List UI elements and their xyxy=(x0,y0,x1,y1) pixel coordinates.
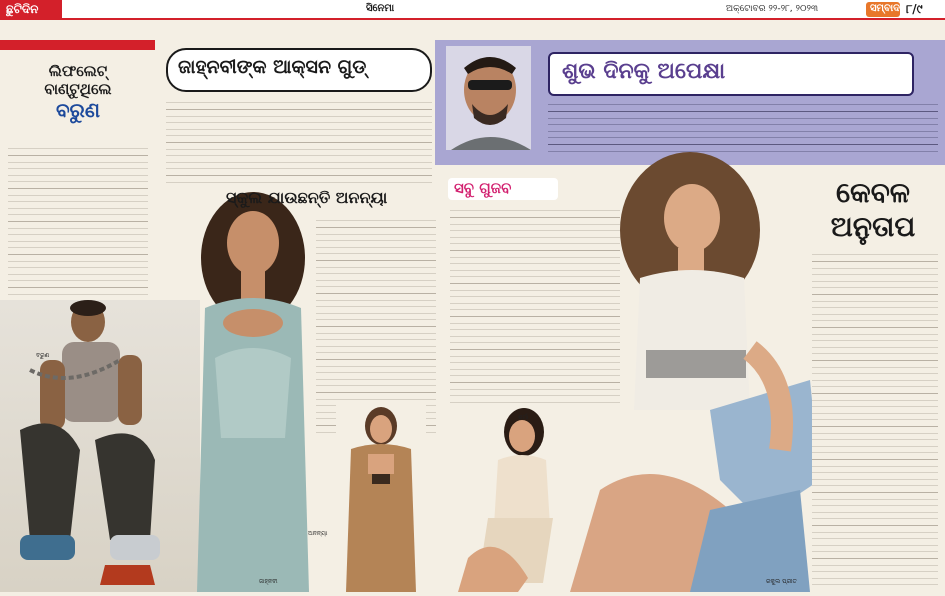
banner-title-box xyxy=(548,52,914,96)
section-title: ସିନେମା xyxy=(366,3,395,14)
actor-portrait xyxy=(446,46,531,150)
ananya-figure xyxy=(336,404,426,592)
paper-logo xyxy=(866,2,900,17)
sharma-figure xyxy=(458,408,568,592)
actor-portrait-figure xyxy=(446,46,531,150)
rakul-figure xyxy=(560,150,820,592)
section-logo xyxy=(0,0,62,20)
section-logo-text: ଛୁଟିଦିନ xyxy=(6,2,39,16)
page-header xyxy=(0,0,945,20)
issue-date: ଅକ୍ଟୋବର ୨୨-୨୮, ୨୦୨୩ xyxy=(726,4,819,14)
banner-body-text xyxy=(548,100,938,154)
janhvi-headline: ଜାହ୍ନବୀଙ୍କ ଆକ୍ସନ ଗୁଡ୍ xyxy=(178,56,367,78)
rakul-headline-line1: କେବଳ xyxy=(835,176,911,209)
rakul-headline xyxy=(806,176,940,244)
paper-logo-text: ସମ୍ବାଦ xyxy=(870,3,900,14)
rakul-headline-line2: ଅନୁତାପ xyxy=(830,210,916,243)
janhvi-photo xyxy=(185,188,315,592)
ananya-caption: ଅନନ୍ୟା xyxy=(308,530,328,537)
janhvi-body-text xyxy=(166,98,432,188)
banner-title: ଶୁଭ ଦିନକୁ ଅପେକ୍ଷା xyxy=(562,59,726,84)
janhvi-caption: ଜାହ୍ନବୀ xyxy=(259,578,278,585)
rumour-subhead-box xyxy=(448,178,558,200)
janhvi-figure xyxy=(185,188,315,592)
rakul-caption: ରକୁଲ ପ୍ରୀତ xyxy=(766,578,797,585)
rumour-subhead: ସବୁ ଗୁଜବ xyxy=(454,179,512,197)
rakul-photo xyxy=(560,150,820,592)
varun-headline-line2: ବାଣ୍ଟୁଥିଲେ xyxy=(44,80,112,98)
red-accent-bar xyxy=(0,40,155,50)
varun-headline-line1: ଲିଫଲେଟ୍ xyxy=(48,62,108,80)
ananya-subhead: ସ୍କୁଲ ଯାଉଛନ୍ତି ଅନନ୍ୟା xyxy=(226,188,388,207)
ananya-photo xyxy=(308,404,426,592)
sharma-photo xyxy=(458,408,568,592)
page-number: ୮/୯ xyxy=(906,2,923,16)
rakul-body-text xyxy=(812,250,938,588)
varun-headline xyxy=(8,62,148,122)
sharma-caption: ଶର୍ମା xyxy=(518,414,529,421)
janhvi-headline-box xyxy=(166,48,432,92)
varun-caption: ବରୁଣ xyxy=(36,352,50,359)
varun-headline-line3: ବରୁଣ xyxy=(56,98,100,122)
